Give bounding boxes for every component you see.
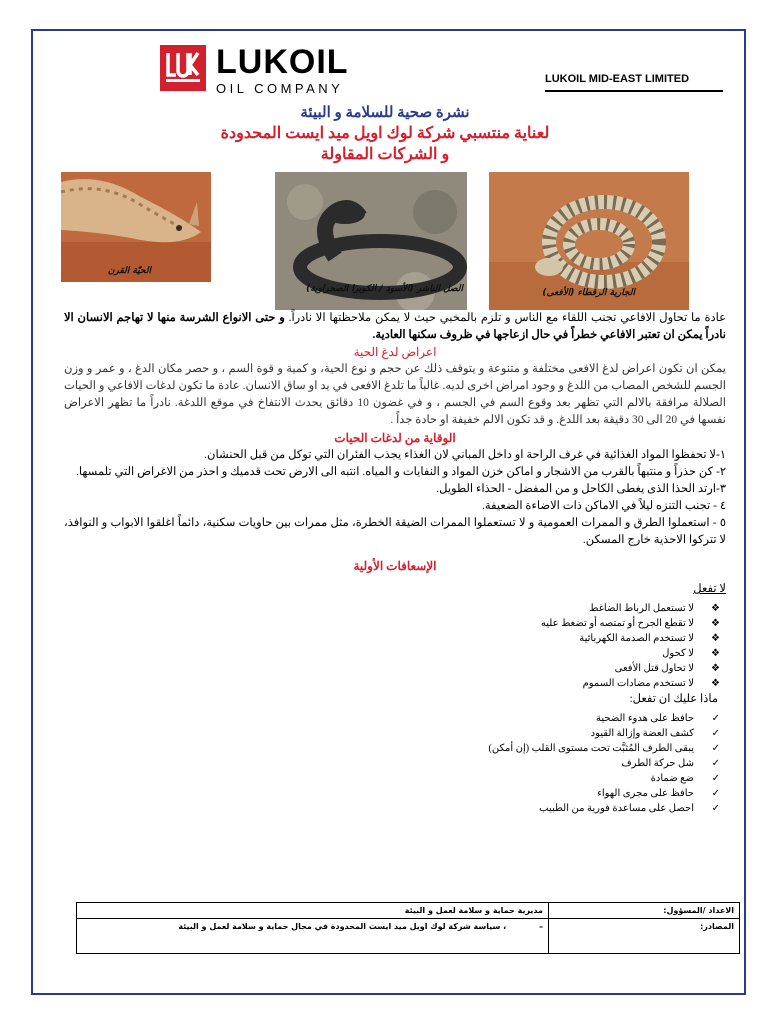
bulletin-title: نشرة صحية للسلامة و البيئة — [300, 105, 470, 121]
diamond-bullet-icon: ❖ — [711, 618, 720, 629]
prepared-by-value: مديرية حماية و سلامة لعمل و البيئة — [77, 903, 549, 919]
bulletin-audience-line1: لعناية منتسبي شركة لوك اويل ميد ايست المحدودة — [220, 125, 550, 142]
list-item — [64, 726, 720, 741]
cobra-photo — [275, 172, 467, 310]
prevention-item-4: ٤ - تجنب التنزه ليلاً في الاماكن ذات الاضاءة الضعيفة. — [482, 500, 726, 512]
do-item-text: شل حركة الطرف — [621, 758, 694, 769]
do-item-text: احصل على مساعدة فورية من الطبيب — [539, 803, 694, 814]
list-item — [64, 676, 720, 691]
company-name: LUKOIL MID-EAST LIMITED — [545, 73, 690, 85]
dont-item-text: لا تحاول قتل الأفعى — [614, 663, 694, 674]
do-list — [64, 711, 726, 816]
intro-text: عادة ما تحاول الافاعي تجنب اللقاء مع الناس و تلزم بالمخبي حيث لا يمكن ملاحظتها الا نادراً. — [288, 312, 726, 324]
symptoms-paragraph: يمكن ان تكون اعراض لدغ الافعى مختلفة و متنوعة و يتوقف ذلك عن حجم و نوع الحية، و كمية و قوة السم ، و حصر مكان الدغ ، و عمر و وزن الجسم للشخص المصاب من اللدغ و وجود امراض اخرى لديه. غالباً ما تلدغ الافعى في يد او ساق الانسان. عادة ما تكون لدغات الافاعي و الحيات الصلالة مرافقة بالالم التي تظهر بعد وقوع السم في الجسم ، و في غضون 10 دقائق يحدث الانتفاخ في موقع اللدغة. نادراً ما تظهر الاعراض نفسها في 20 الى 30 دقيقة بعد اللدغ. و قد تكون الالم خفيفة او حادة جداً . — [64, 363, 726, 426]
list-item — [64, 661, 720, 676]
table-row — [77, 903, 740, 919]
check-icon: ✓ — [711, 773, 720, 784]
list-item — [64, 631, 720, 646]
do-heading: ماذا عليك ان تفعل: — [629, 693, 718, 705]
prevention-heading: الوقاية من لدغات الحيات — [334, 431, 456, 445]
diamond-bullet-icon: ❖ — [711, 678, 720, 689]
check-icon: ✓ — [711, 758, 720, 769]
intro-bold-text: و حتى الانواع الشرسة منها لا تهاجم الانسان الا نادراً يمكن ان تعتبر الافاعي خطراً في حال ازعاجها في ظروف سكنها العادية. — [64, 312, 726, 341]
dont-item-text: لا تستخدم مضادات السموم — [582, 678, 694, 689]
diamond-bullet-icon: ❖ — [711, 633, 720, 644]
list-item — [64, 711, 720, 726]
prepared-by-label: الاعداد /المسؤول: — [549, 903, 740, 919]
list-item — [64, 741, 720, 756]
sources-label: المصادر: — [549, 919, 740, 954]
dont-heading: لا تفعل — [693, 583, 726, 595]
sources-dash: – — [539, 922, 543, 931]
saw-scaled-viper-caption: الجارية الرقطاء (الأفعى) — [542, 288, 635, 298]
list-item — [64, 616, 720, 631]
bulletin-audience-line2: و الشركات المقاولة — [320, 146, 450, 163]
list-item — [64, 771, 720, 786]
sources-value: ، سياسة شركة لوك اويل ميد ايست المحدودة في مجال حماية و سلامة لعمل و البيئة — [178, 922, 507, 931]
table-row — [77, 919, 740, 954]
dont-item-text: لا تستخدم الصدمة الكهربائية — [579, 633, 694, 644]
symptoms-heading: اعراض لدغ الحية — [353, 345, 437, 359]
do-item-text: حافظ على مجرى الهواء — [597, 788, 694, 799]
do-item-text: يبقى الطرف المُثبَّت تحت مستوى القلب (إن أمكن) — [488, 743, 694, 754]
diamond-bullet-icon: ❖ — [711, 603, 720, 614]
first-aid-heading: الإسعافات الأولية — [353, 559, 437, 573]
lukoil-logo — [160, 45, 349, 96]
check-icon: ✓ — [711, 803, 720, 814]
diamond-bullet-icon: ❖ — [711, 663, 720, 674]
dont-item-text: لا كحول — [662, 648, 694, 659]
dont-list — [64, 601, 726, 691]
prevention-item-2: ٢- كن حذراً و منتبهاً بالقرب من الاشجار و اماكن خزن المواد و النفايات و المياه. انتبه الى الارض تحت قدميك و احذر من الاغراض التي تلمسها. — [76, 466, 726, 478]
list-item — [64, 786, 720, 801]
check-icon: ✓ — [711, 728, 720, 739]
logo-name: LUKOIL — [216, 43, 349, 81]
article-body — [64, 310, 726, 816]
diamond-bullet-icon: ❖ — [711, 648, 720, 659]
cobra-caption: الصل الناشر (الأسود / الكوبرا الصحراوية) — [306, 284, 463, 294]
do-item-text: ضع ضمادة — [650, 773, 694, 784]
intro-paragraph — [64, 310, 726, 344]
horned-viper-caption: الحيّة القرن — [107, 266, 151, 276]
saw-scaled-viper-photo — [489, 172, 689, 310]
bulletin-titles — [40, 103, 730, 165]
list-item — [64, 646, 720, 661]
dont-item-text: لا تقطع الجرح أو تمتصه أو تضغط عليه — [540, 618, 694, 629]
check-icon: ✓ — [711, 788, 720, 799]
do-item-text: كشف العضة وإزالة القيود — [590, 728, 694, 739]
lukoil-logo-mark — [160, 45, 206, 91]
prevention-item-5: ٥ - استعملوا الطرق و الممرات العمومية و لا تستعملوا الممرات الضيقة الخطرة، مثل ممرات بين حاويات سكنية، دائماً اغلقوا الابواب و النوافذ، لا تتركوا الاحذية خارج المسكن. — [64, 517, 726, 546]
prevention-item-1: ١-لا تحفظوا المواد الغذائية في غرف الراحة او داخل المباني لان الغذاء يجذب الفئران التي توكل من قبل الحنشان. — [204, 449, 726, 461]
header-rule — [545, 90, 723, 92]
do-item-text: حافظ على هدوء الضحية — [596, 713, 694, 724]
horned-viper-photo — [61, 172, 211, 282]
sources-value-cell — [77, 919, 549, 954]
list-item — [64, 756, 720, 771]
list-item — [64, 601, 720, 616]
check-icon: ✓ — [711, 713, 720, 724]
dont-item-text: لا تستعمل الرباط الضاغط — [589, 603, 694, 614]
list-item — [64, 801, 720, 816]
prevention-item-3: ٣-ارتد الحذا الذى يغطى الكاحل و من المفضل - الحذاء الطويل. — [436, 483, 726, 495]
check-icon: ✓ — [711, 743, 720, 754]
logo-subtitle: OIL COMPANY — [216, 81, 344, 96]
footer-table — [76, 902, 740, 954]
